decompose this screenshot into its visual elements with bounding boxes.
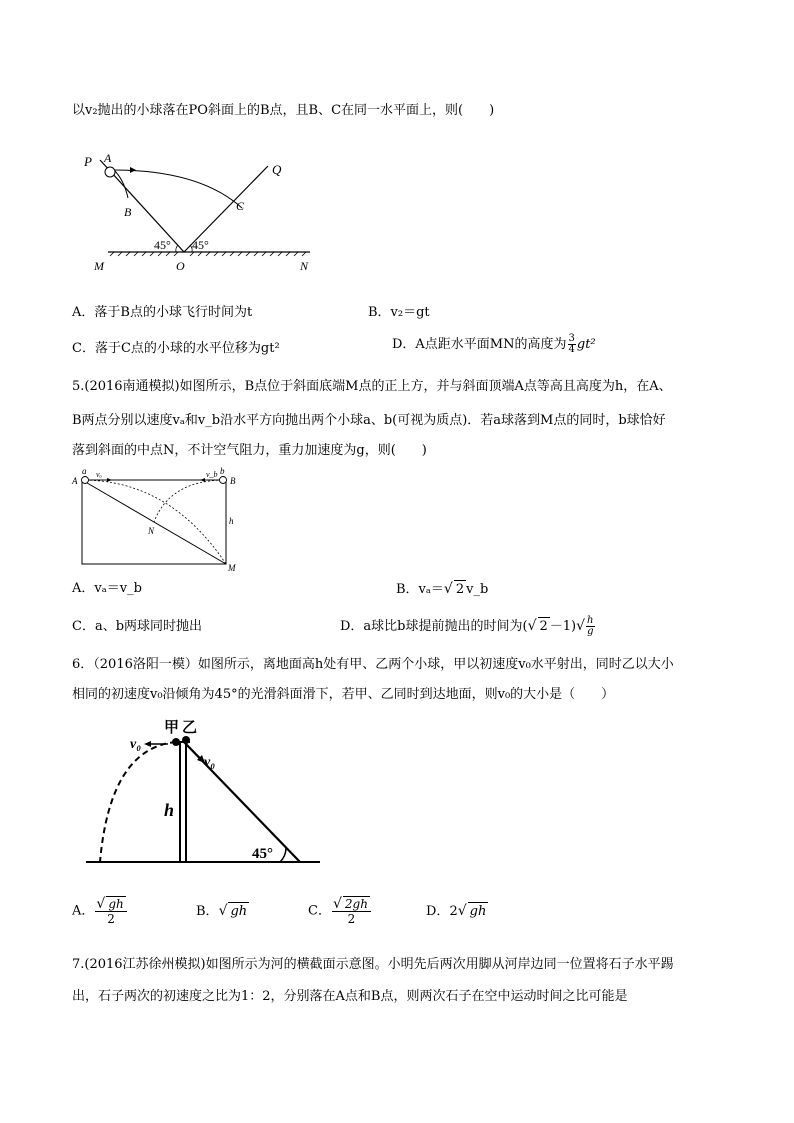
label-p: P (84, 154, 92, 169)
label-b-point: B (230, 476, 236, 486)
q6-option-d[interactable]: D．2√ gh (426, 903, 487, 919)
fraction-three-quarters: $\frac{3}{4}$ (568, 333, 575, 355)
q5-line3: 落到斜面的中点N，不计空气阻力，重力加速度为g，则( ) (72, 443, 427, 458)
q5-line1: 5.(2016南通模拟)如图所示，B点位于斜面底端M点的正上方，并与斜面顶端A点等高且高度为h，在A、 (72, 379, 672, 394)
label-yi: 乙 (182, 720, 198, 736)
q7-line1: 7.(2016江苏徐州模拟)如图所示为河的横截面示意图。小明先后两次用脚从河岸边同一位置将石子水平踢 (72, 957, 674, 972)
q5-option-c[interactable]: C．a、b两球同时抛出 (72, 619, 203, 634)
q4-figure (80, 148, 330, 278)
q5-line2: B两点分别以速度vₐ和v_b沿水平方向抛出两个小球a、b(可视为质点)．若a球落到M点的同时，b球恰好 (72, 413, 666, 428)
label-a: A (104, 151, 112, 165)
fraction-h-over-g: $\frac{h}{g}$ (587, 615, 594, 637)
label-h: h (164, 800, 175, 820)
ball-yi (182, 736, 190, 744)
label-o: O (176, 259, 185, 273)
label-n: N (148, 526, 155, 536)
label-h: h (229, 516, 234, 526)
q4-option-d-text: D．A点距水平面MN的高度为 (392, 337, 567, 352)
label-m: M (228, 563, 236, 573)
label-v0-left: v₀ (130, 737, 142, 752)
q6-figure (80, 718, 330, 870)
q4-option-d[interactable]: D．A点距水平面MN的高度为 $\frac{3}{4}$ gt² (392, 333, 596, 355)
q5-option-a[interactable]: A．vₐ＝v_b (72, 581, 142, 596)
q4-option-c[interactable]: C．落于C点的小球的水平位移为gt² (72, 341, 280, 356)
label-angle: 45° (252, 846, 273, 862)
q4-option-a[interactable]: A．落于B点的小球飞行时间为t (72, 305, 253, 320)
label-v0-right: v₀ (204, 755, 216, 770)
sqrt-sign: √ (443, 581, 453, 597)
q6-line1: 6．（2016洛阳一模）如图所示，离地面高h处有甲、乙两个小球，甲以初速度v₀水平射出，同时乙以大小 (72, 657, 674, 672)
label-angle-left: 45° (154, 238, 171, 252)
ball-b (220, 477, 227, 484)
label-a-small: a (82, 466, 87, 476)
label-jia: 甲 (164, 720, 180, 736)
q5-option-d[interactable]: D．a球比b球提前抛出的时间为(√ 2 －1)√ $\frac{h}{g}$ (340, 615, 594, 637)
q6-option-c[interactable]: C． $\frac{√ 2gh}{2}$ (308, 896, 372, 926)
label-va: vₐ (96, 470, 102, 479)
label-m: M (94, 259, 104, 273)
q7-line2: 出，石子两次的初速度之比为1：2，分别落在A点和B点，则两次石子在空中运动时间之比可能是 (72, 989, 628, 1004)
label-q: Q (272, 162, 282, 177)
q6-line2: 相同的初速度v₀沿倾角为45°的光滑斜面滑下，若甲、乙同时到达地面，则v₀的大小是（ ） (72, 687, 615, 702)
label-c: C (236, 199, 245, 213)
label-a-point: A (72, 476, 78, 486)
q5-option-b[interactable]: B．vₐ＝√ 2 v_b (396, 581, 489, 597)
ball-a (82, 477, 89, 484)
label-b: B (124, 205, 132, 219)
label-angle-right: 45° (192, 238, 209, 252)
ball-a (105, 167, 115, 177)
q6-option-a[interactable]: A． $\frac{√ gh}{2}$ (72, 896, 128, 926)
label-b-small: b (220, 466, 225, 476)
q6-option-b[interactable]: B．√ gh (196, 903, 248, 919)
ball-jia (172, 738, 180, 746)
label-vb: v_b (206, 470, 218, 479)
q4-stem: 以v₂抛出的小球落在PO斜面上的B点，且B、C在同一水平面上，则( ) (72, 103, 495, 118)
label-n: N (300, 259, 309, 273)
q4-option-b[interactable]: B．v₂＝gt (368, 305, 430, 320)
q5-figure (70, 466, 245, 574)
